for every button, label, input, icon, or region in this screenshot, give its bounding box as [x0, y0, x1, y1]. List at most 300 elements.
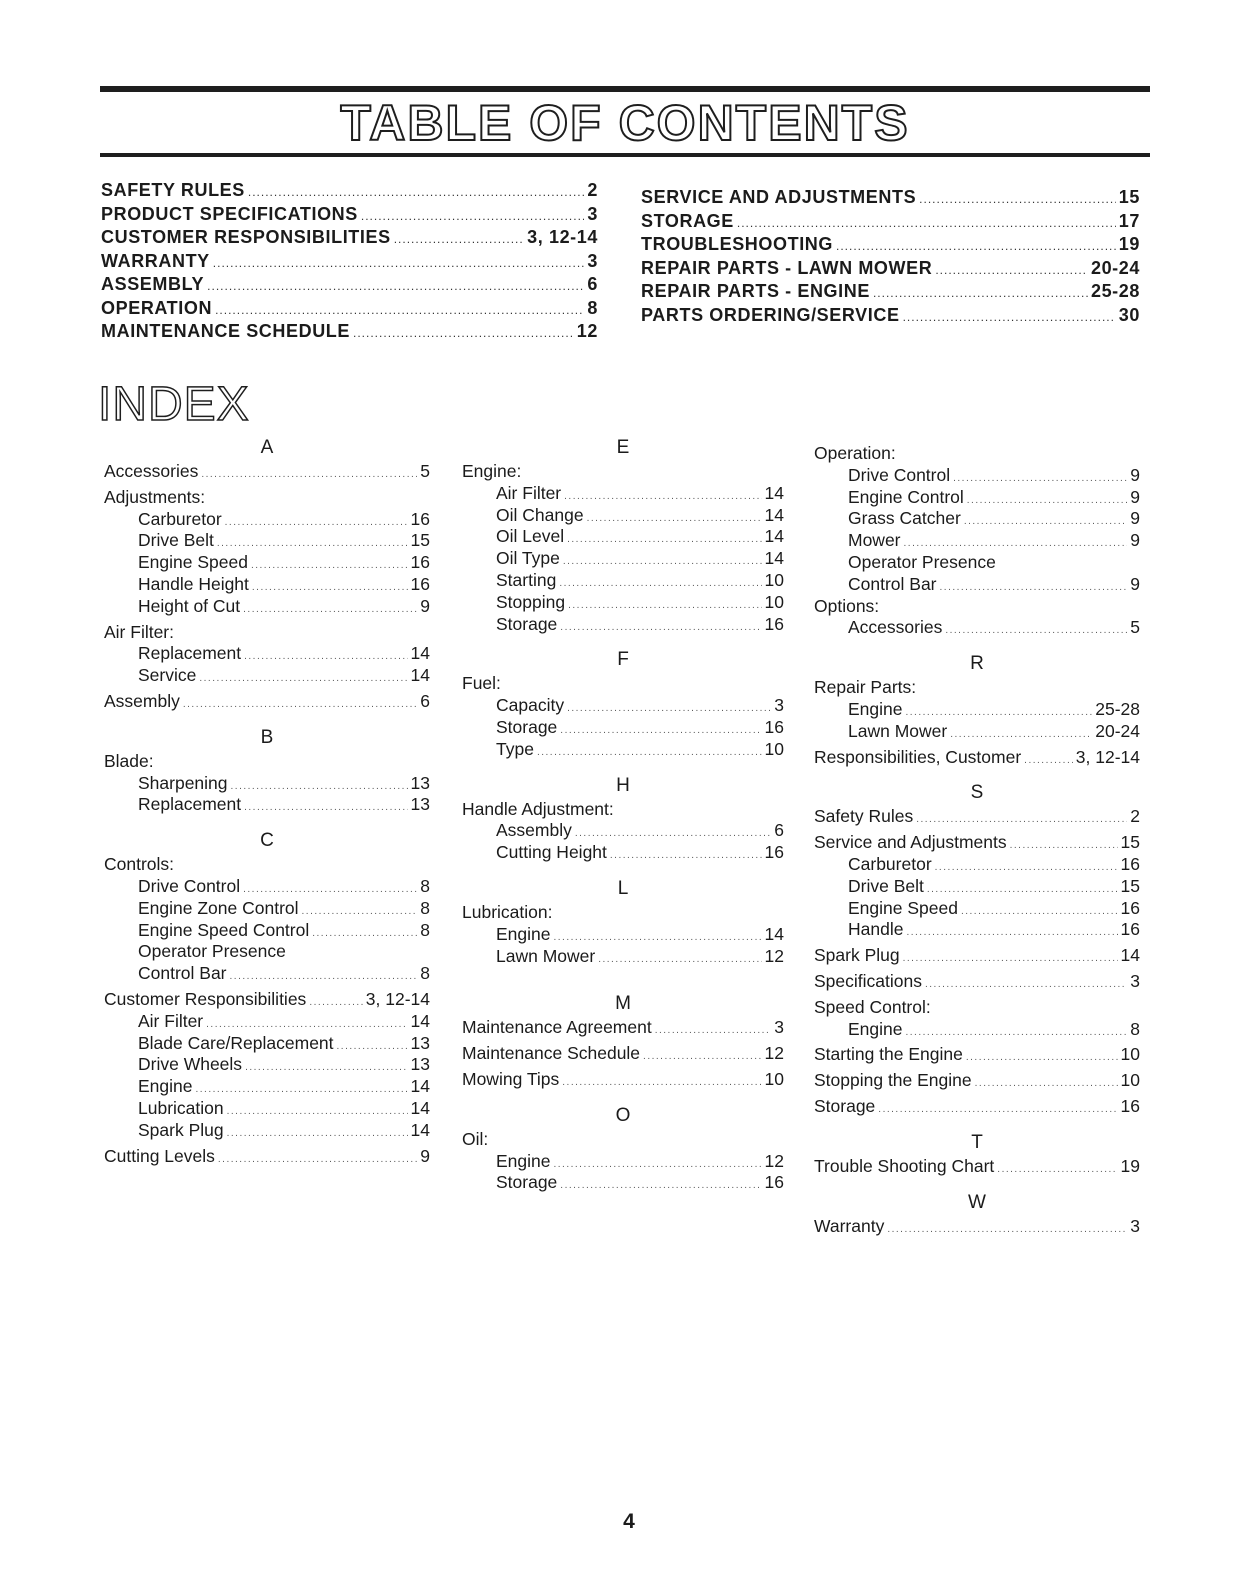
- leader-dots: [302, 901, 418, 923]
- index-subentry: [462, 1151, 784, 1173]
- index-entry-page: 25-28: [1095, 698, 1140, 719]
- leader-dots: [560, 617, 761, 639]
- index-entry: [462, 1069, 784, 1091]
- leader-dots: [227, 1123, 408, 1145]
- leader-dots: [961, 901, 1118, 923]
- index-entry-page: 16: [410, 552, 430, 573]
- leader-dots: [903, 310, 1116, 324]
- toc-entry-page: 17: [1118, 210, 1140, 231]
- index-subentry: [104, 530, 430, 552]
- index-subentry: [814, 898, 1140, 920]
- toc-entry: [641, 258, 1140, 282]
- index-entry-text: Engine: [848, 698, 903, 719]
- leader-dots: [567, 529, 761, 551]
- index-subentry: [104, 643, 430, 665]
- index-entry-text: Engine Zone Control: [138, 897, 299, 918]
- index-entry-page: 14: [764, 482, 784, 503]
- index-subentry: [462, 842, 784, 864]
- index-heading-text: Fuel:: [462, 673, 501, 694]
- index-entry-text: Height of Cut: [138, 595, 241, 616]
- index-entry-page: 16: [1120, 853, 1140, 874]
- toc-entry-page: 20-24: [1090, 257, 1140, 278]
- index-entry-page: 9: [420, 595, 430, 616]
- index-subentry: [104, 898, 430, 920]
- leader-dots: [230, 966, 418, 988]
- index-entry-page: 12: [764, 945, 784, 966]
- index-group-heading: [814, 443, 1140, 465]
- toc-entry-label: SAFETY RULES: [101, 180, 245, 200]
- index-entry-page: 12: [764, 1150, 784, 1171]
- index-heading-text: Repair Parts:: [814, 677, 917, 698]
- index-entry-page: 8: [420, 919, 430, 940]
- index-subentry: [104, 509, 430, 531]
- index-subentry: [104, 1054, 430, 1076]
- index-heading-text: Controls:: [104, 854, 175, 875]
- index-entry-text: Oil Type: [496, 548, 560, 569]
- index-subentry: [104, 665, 430, 687]
- leader-dots: [563, 551, 762, 573]
- index-entry-text: Maintenance Agreement: [462, 1017, 652, 1038]
- leader-dots: [873, 286, 1088, 300]
- index-letter-heading: R: [970, 653, 984, 675]
- index-entry-text: Storage: [814, 1095, 876, 1116]
- leader-dots: [560, 1175, 761, 1197]
- index-entry-page: 3, 12-14: [1075, 746, 1140, 767]
- index-subentry: [462, 717, 784, 739]
- toc-entry: [101, 298, 598, 322]
- index-subentry: [814, 530, 1140, 552]
- index-letter-heading: T: [971, 1131, 983, 1153]
- index-entry: [814, 832, 1140, 854]
- leader-dots: [554, 1154, 762, 1176]
- index-entry: [814, 1216, 1140, 1238]
- index-subentry: [814, 487, 1140, 509]
- index-entry-text: Stopping: [496, 591, 566, 612]
- leader-dots: [919, 192, 1116, 206]
- index-subentry: [104, 1076, 430, 1098]
- index-entry-page: 3: [1130, 970, 1140, 991]
- index-heading-text: Air Filter:: [104, 621, 174, 642]
- toc-entry-label: CUSTOMER RESPONSIBILITIES: [101, 227, 391, 247]
- index-entry-page: 5: [1130, 617, 1140, 638]
- index-entry-page: 9: [1130, 530, 1140, 551]
- leader-dots: [967, 490, 1127, 512]
- leader-dots: [997, 1159, 1117, 1181]
- index-heading-text: Lubrication:: [462, 901, 553, 922]
- index-subentry: [462, 1172, 784, 1194]
- leader-dots: [903, 948, 1118, 970]
- index-subentry: [462, 526, 784, 548]
- index-entry: [814, 945, 1140, 967]
- index-entry-page: 14: [764, 504, 784, 525]
- index-entry-page: 6: [420, 690, 430, 711]
- index-title: INDEX: [98, 378, 250, 431]
- index-entry-page: 20-24: [1095, 720, 1140, 741]
- leader-dots: [196, 1079, 408, 1101]
- index-entry-text: Control Bar: [138, 963, 227, 984]
- index-entry-page: 10: [764, 738, 784, 759]
- index-letter-heading: M: [615, 993, 631, 1015]
- index-entry-page: 10: [1120, 1044, 1140, 1065]
- index-entry-text: Assembly: [104, 690, 180, 711]
- index-subentry: [814, 465, 1140, 487]
- index-column-2: [462, 435, 784, 1194]
- index-entry-text: Air Filter: [138, 1010, 204, 1031]
- index-entry-text: Handle Height: [138, 573, 249, 594]
- index-entry-text: Starting the Engine: [814, 1044, 963, 1065]
- leader-dots: [567, 698, 771, 720]
- index-subentry: [462, 548, 784, 570]
- leader-dots: [562, 1072, 761, 1094]
- leader-dots: [361, 209, 584, 223]
- leader-dots: [207, 279, 584, 293]
- index-entry-page: 8: [1130, 1018, 1140, 1039]
- index-subentry: [104, 1120, 430, 1142]
- index-subentry: [814, 876, 1140, 898]
- index-entry-text: Warranty: [814, 1215, 885, 1236]
- index-entry: [814, 806, 1140, 828]
- leader-dots: [1010, 835, 1118, 857]
- leader-dots: [737, 216, 1116, 230]
- toc-entry: [101, 274, 598, 298]
- toc-entry-label: PRODUCT SPECIFICATIONS: [101, 203, 358, 224]
- leader-dots: [906, 922, 1117, 944]
- index-entry-text: Responsibilities, Customer: [814, 746, 1022, 767]
- index-entry-page: 9: [1130, 508, 1140, 529]
- toc-entry-label: WARRANTY: [101, 250, 210, 271]
- index-entry-page: 8: [420, 875, 430, 896]
- leader-dots: [935, 263, 1088, 277]
- index-heading-text: Oil:: [462, 1128, 489, 1149]
- page-number: 4: [623, 1510, 635, 1533]
- index-letter-heading: C: [260, 830, 274, 852]
- index-entry-page: 16: [1120, 897, 1140, 918]
- index-entry: [104, 989, 430, 1011]
- index-group-heading: [462, 461, 784, 483]
- leader-dots: [560, 720, 761, 742]
- index-entry-page: 16: [764, 1172, 784, 1193]
- index-entry-page: 16: [1120, 919, 1140, 940]
- index-entry-page: 16: [764, 716, 784, 737]
- index-entry-page: 9: [420, 1145, 430, 1166]
- leader-dots: [610, 845, 762, 867]
- index-entry-text: Drive Belt: [848, 875, 924, 896]
- index-entry-text: Carburetor: [138, 508, 222, 529]
- toc-entry: [101, 227, 598, 251]
- index-entry-page: 16: [764, 842, 784, 863]
- index-subentry: [814, 617, 1140, 639]
- index-subentry: [104, 773, 430, 795]
- index-subentry: [104, 920, 430, 942]
- index-entry-page: 3, 12-14: [365, 988, 430, 1009]
- index-subentry: [104, 1033, 430, 1055]
- index-subentry: [104, 1011, 430, 1033]
- index-column-1: [104, 435, 430, 1167]
- index-heading-text: Operation:: [814, 443, 896, 463]
- index-entry-text: Accessories: [104, 461, 199, 481]
- index-entry-text: Replacement: [138, 794, 242, 815]
- index-entry-page: 3: [774, 695, 784, 716]
- index-heading-text: Blade:: [104, 750, 154, 771]
- index-entry: [814, 971, 1140, 993]
- index-entry-text: Engine Speed: [848, 897, 958, 918]
- index-entry-text: Maintenance Schedule: [462, 1043, 641, 1064]
- index-letter-heading: S: [970, 782, 984, 804]
- index-entry-page: 14: [410, 1076, 430, 1097]
- index-subentry: [814, 552, 1140, 574]
- leader-dots: [337, 1036, 408, 1058]
- index-group-heading: [104, 622, 430, 644]
- leader-dots: [906, 1022, 1128, 1044]
- leader-dots: [950, 724, 1092, 746]
- index-entry-page: 16: [410, 508, 430, 529]
- index-subentry: [462, 739, 784, 761]
- index-entry-text: Engine: [496, 1150, 551, 1171]
- index-entry-text: Stopping the Engine: [814, 1070, 972, 1091]
- index-group-heading: [462, 902, 784, 924]
- leader-dots: [244, 646, 407, 668]
- toc-entry-page: 3: [587, 250, 598, 271]
- leader-dots: [251, 555, 408, 577]
- index-subentry: [814, 919, 1140, 941]
- index-entry-text: Service and Adjustments: [814, 832, 1007, 853]
- index-group-heading: [104, 487, 430, 509]
- index-entry-page: 15: [1120, 875, 1140, 896]
- index-entry-text: Lawn Mower: [848, 720, 948, 741]
- toc-entry-label: REPAIR PARTS - LAWN MOWER: [641, 257, 933, 278]
- index-group-heading: [462, 673, 784, 695]
- index-entry-text: Service: [138, 665, 197, 686]
- leader-dots: [836, 239, 1116, 253]
- index-letter-heading: L: [617, 877, 629, 899]
- leader-dots: [199, 668, 407, 690]
- index-entry-text: Trouble Shooting Chart: [814, 1155, 995, 1176]
- index-entry-page: 14: [410, 1010, 430, 1031]
- index-entry-page: 10: [764, 569, 784, 590]
- toc-right-column: [641, 187, 1140, 328]
- index-entry: [104, 691, 430, 713]
- leader-dots: [916, 809, 1127, 831]
- leader-dots: [966, 1047, 1118, 1069]
- index-entry-text: Engine Speed Control: [138, 919, 310, 940]
- index-subentry: [814, 1019, 1140, 1041]
- index-entry-text: Drive Belt: [138, 530, 214, 551]
- index-entry-text: Grass Catcher: [848, 508, 961, 529]
- index-entry-text: Engine Speed: [138, 552, 248, 573]
- index-entry-text: Drive Wheels: [138, 1054, 243, 1075]
- index-subentry: [104, 596, 430, 618]
- index-entry-text: Spark Plug: [814, 945, 900, 966]
- index-subentry: [462, 820, 784, 842]
- leader-dots: [394, 232, 524, 246]
- index-group-heading: [462, 799, 784, 821]
- index-letter-heading: H: [616, 774, 630, 796]
- toc-entry-page: 8: [587, 297, 598, 318]
- index-entry-text: Mower: [848, 530, 901, 551]
- toc-entry-label: REPAIR PARTS - ENGINE: [641, 281, 870, 301]
- leader-dots: [945, 620, 1127, 642]
- leader-dots: [878, 1099, 1117, 1121]
- leader-dots: [940, 577, 1128, 599]
- index-entry-page: 2: [1130, 806, 1140, 827]
- index-entry-text: Carburetor: [848, 853, 932, 874]
- toc-entry-label: STORAGE: [641, 210, 734, 231]
- index-entry: [104, 1146, 430, 1168]
- index-letter-heading: A: [260, 437, 274, 458]
- index-group-heading: [814, 596, 1140, 618]
- toc-entry-label: ASSEMBLY: [101, 274, 205, 294]
- index-entry-text: Customer Responsibilities: [104, 988, 307, 1009]
- toc-entry: [641, 187, 1140, 211]
- index-subentry: [462, 592, 784, 614]
- leader-dots: [925, 974, 1127, 996]
- index-entry-page: 16: [1120, 1095, 1140, 1116]
- toc-entry: [101, 204, 598, 228]
- index-entry-page: 10: [1120, 1070, 1140, 1091]
- index-entry-page: 15: [410, 530, 430, 551]
- index-entry-page: 14: [1120, 945, 1140, 966]
- index-entry-page: 16: [764, 613, 784, 634]
- index-entry-page: 14: [764, 923, 784, 944]
- index-entry-text: Type: [496, 738, 534, 759]
- index-entry-page: 13: [410, 794, 430, 815]
- index-letter-heading: E: [616, 437, 630, 458]
- leader-dots: [587, 508, 762, 530]
- toc-entry-page: 6: [587, 274, 598, 294]
- index-entry-page: 16: [410, 573, 430, 594]
- index-subentry: [462, 570, 784, 592]
- index-entry-text: Drive Control: [138, 875, 241, 896]
- index-entry-text: Sharpening: [138, 772, 228, 793]
- leader-dots: [1024, 750, 1073, 772]
- index-subentry: [462, 695, 784, 717]
- index-subentry: [814, 854, 1140, 876]
- index-subentry: [104, 1098, 430, 1120]
- index-entry-text: Air Filter: [496, 482, 562, 503]
- index-entry: [462, 1017, 784, 1039]
- index-subentry: [814, 721, 1140, 743]
- index-letter-heading: W: [968, 1191, 986, 1213]
- index-heading-text: Options:: [814, 595, 880, 616]
- spacer: [462, 979, 784, 991]
- index-subentry: [814, 699, 1140, 721]
- index-subentry: [104, 574, 430, 596]
- index-subentry: [462, 924, 784, 946]
- leader-dots: [964, 511, 1127, 533]
- index-entry-text: Oil Change: [496, 504, 584, 525]
- toc-entry-page: 12: [576, 321, 598, 341]
- leader-dots: [537, 742, 762, 764]
- index-entry-page: 19: [1120, 1155, 1140, 1176]
- toc-entry: [101, 321, 598, 345]
- toc-entry-page: 19: [1118, 234, 1140, 254]
- index-entry-text: Safety Rules: [814, 806, 914, 827]
- leader-dots: [225, 512, 408, 534]
- index-entry-page: 13: [410, 1032, 430, 1053]
- index-subentry: [462, 483, 784, 505]
- index-entry-text: Lawn Mower: [496, 945, 596, 966]
- index-heading-text: Engine:: [462, 461, 522, 481]
- index-entry-text: Spark Plug: [138, 1119, 224, 1140]
- leader-dots: [218, 1149, 417, 1171]
- index-subentry: [104, 876, 430, 898]
- index-entry-page: 14: [410, 665, 430, 686]
- leader-dots: [231, 776, 408, 798]
- index-entry-page: 15: [1120, 832, 1140, 853]
- index-letter-heading: F: [617, 649, 629, 671]
- index-entry-page: 8: [420, 897, 430, 918]
- index-entry-page: 10: [764, 1068, 784, 1089]
- index-entry-page: 13: [410, 1054, 430, 1075]
- index-entry: [814, 1044, 1140, 1066]
- index-entry-page: 14: [410, 643, 430, 664]
- index-entry-page: 8: [420, 963, 430, 984]
- toc-entry-page: 25-28: [1090, 281, 1140, 301]
- index-entry-text: Lubrication: [138, 1097, 224, 1118]
- index-entry-text: Handle: [848, 919, 904, 940]
- title-underline: [100, 153, 1150, 157]
- index-entry-text: Engine: [848, 1018, 903, 1039]
- index-entry-page: 10: [764, 591, 784, 612]
- leader-dots: [243, 599, 417, 621]
- leader-dots: [227, 1101, 408, 1123]
- index-entry-text: Engine: [496, 923, 551, 944]
- index-entry-page: 3: [774, 1017, 784, 1038]
- index-entry: [104, 461, 430, 483]
- index-entry-page: 12: [764, 1043, 784, 1064]
- index-group-heading: [104, 854, 430, 876]
- toc-entry-page: 2: [587, 180, 598, 200]
- leader-dots: [655, 1020, 772, 1042]
- toc-entry: [641, 211, 1140, 235]
- leader-dots: [312, 923, 417, 945]
- toc-title: TABLE OF CONTENTS: [340, 95, 910, 151]
- index-entry-text: Specifications: [814, 970, 922, 991]
- index-heading-text: Speed Control:: [814, 996, 931, 1017]
- leader-dots: [953, 468, 1127, 490]
- index-entry-text: Cutting Levels: [104, 1145, 215, 1166]
- leader-dots: [935, 857, 1118, 879]
- index-subentry: [462, 614, 784, 636]
- leader-dots: [975, 1073, 1118, 1095]
- spacer: [814, 768, 1140, 780]
- leader-dots: [353, 326, 574, 340]
- index-entry-text: Replacement: [138, 643, 242, 664]
- index-entry-page: 5: [420, 461, 430, 481]
- index-entry-page: 13: [410, 772, 430, 793]
- toc-entry-page: 15: [1118, 187, 1140, 207]
- index-entry-text: Storage: [496, 613, 558, 634]
- index-entry-text: Accessories: [848, 617, 943, 638]
- leader-dots: [252, 577, 408, 599]
- index-entry-text: Mowing Tips: [462, 1068, 560, 1089]
- index-entry-text: Operator Presence: [848, 551, 996, 572]
- index-group-heading: [104, 751, 430, 773]
- leader-dots: [183, 694, 417, 716]
- index-subentry: [814, 508, 1140, 530]
- index-subentry: [814, 574, 1140, 596]
- index-heading-text: Adjustments:: [104, 486, 206, 507]
- toc-entry: [641, 305, 1140, 329]
- toc-entry-label: SERVICE AND ADJUSTMENTS: [641, 187, 917, 207]
- leader-dots: [201, 464, 417, 486]
- leader-dots: [568, 595, 761, 617]
- index-entry-text: Engine: [138, 1076, 193, 1097]
- index-subentry: [462, 505, 784, 527]
- index-entry-page: 14: [410, 1119, 430, 1140]
- toc-entry: [641, 234, 1140, 258]
- index-entry-text: Operator Presence: [138, 941, 286, 962]
